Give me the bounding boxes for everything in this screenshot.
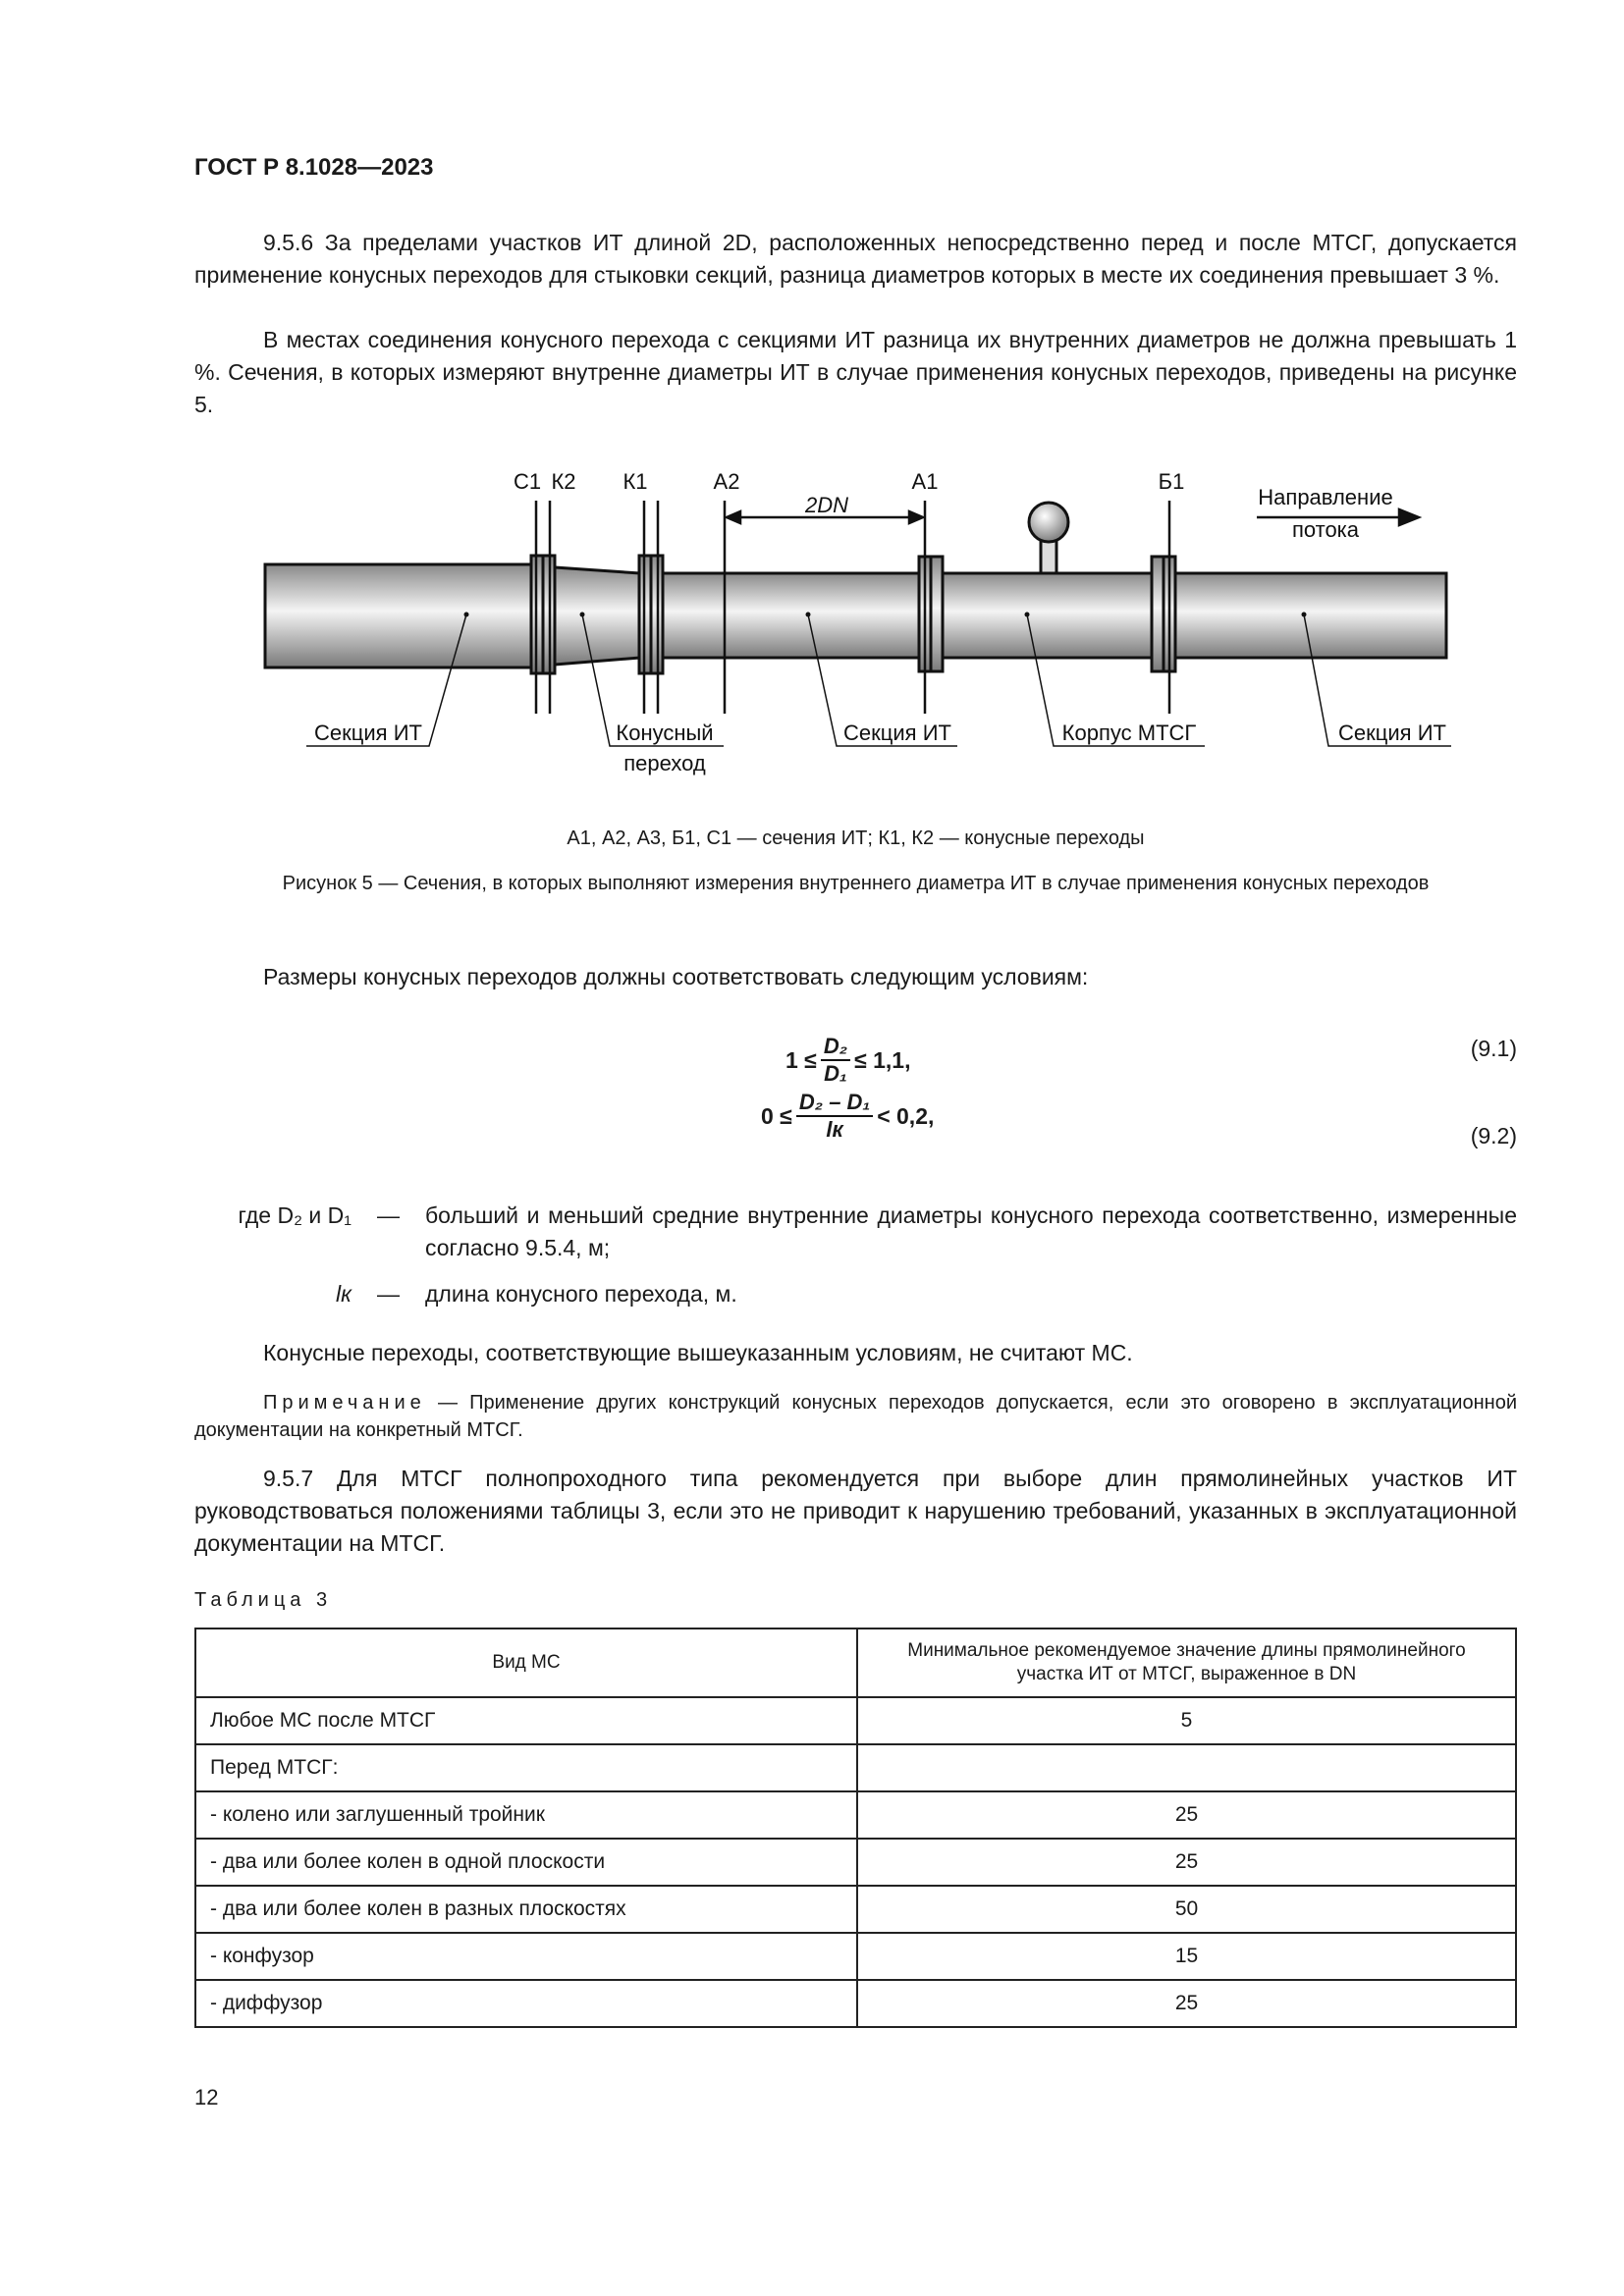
figure-5-pipe-diagram (0, 0, 1624, 883)
formula-number: (9.1) (1470, 1036, 1517, 1061)
paragraph-9-5-6: 9.5.6 За пределами участков ИТ длиной 2D, расположенных непосредственно перед и после МТСГ, допускается применение конусных переходов для стыковки секций, разница диаметров которых в месте их соединения превышает 3 %. (194, 230, 1517, 288)
label-flow-direction-2: потока (1291, 517, 1360, 542)
callout-meter-body: Корпус МТСГ (1061, 721, 1197, 745)
paragraph-9-5-7: 9.5.7 Для МТСГ полнопроходного типа рекомендуется при выборе длин прямолинейных участков ИТ руководствоваться положениями таблицы 3, если это не приводит к нарушению требований, указанных в эксплуатационной документации на МТСГ. (194, 1466, 1517, 1556)
formula-9-2: 0 ≤ D₂ – D₁ lк < 0,2, (9.2) (761, 1090, 1517, 1148)
callout-cone-2: переход (623, 751, 706, 775)
label-c1: С1 (513, 469, 542, 494)
cone-transition (555, 567, 640, 665)
note-label: Примечание (263, 1392, 426, 1414)
page-number: 12 (194, 2085, 219, 2109)
gauge-stem (1041, 540, 1056, 573)
label-k1: К1 (623, 469, 648, 494)
table-title: Таблица 3 (194, 1589, 333, 1611)
callout-section-left: Секция ИТ (314, 721, 422, 745)
note-text: — Применение других конструкций конусных переходов допускается, если это оговорено в эксплуатационной документации на конкретный МТСГ. (194, 1392, 1517, 1441)
table-row: - два или более колен в одной плоскости 25 (195, 1839, 1516, 1886)
formula-9-1: 1 ≤ $\frac{\text{D₂}}{\text{D₁}}$ ≤ 1,1, (9.1) (785, 1034, 1517, 1086)
label-a1: А1 (911, 469, 939, 494)
callout-section-right: Секция ИТ (1338, 721, 1446, 745)
label-a2: А2 (713, 469, 740, 494)
table-header-row (195, 1629, 1516, 1697)
label-2dn: 2DN (804, 493, 849, 517)
paragraph-ms: Конусные переходы, соответствующие вышеуказанным условиям, не считают МС. (263, 1340, 1133, 1365)
label-k2: К2 (551, 469, 576, 494)
header-cell: Вид МС (195, 1629, 857, 1697)
callout-cone: Конусный (616, 721, 714, 745)
label-flow-direction: Направление (1258, 485, 1393, 509)
table-row: - два или более колен в разных плоскостях 50 (195, 1886, 1516, 1933)
label-b1: Б1 (1158, 469, 1185, 494)
where-item: где D₂ и D₁ — больший и меньший средние внутренние диаметры конусного перехода соответственно, измеренные согласно 9.5.4, м; (238, 1202, 1517, 1260)
gauge-ball-icon (1029, 503, 1068, 542)
figure-caption: Рисунок 5 — Сечения, в которых выполняют измерения внутреннего диаметра ИТ в случае применения конусных переходов (282, 873, 1430, 894)
document-header: ГОСТ Р 8.1028—2023 (194, 154, 434, 181)
paragraph-sizes: Размеры конусных переходов должны соответствовать следующим условиям: (263, 964, 1089, 989)
figure-legend: А1, А2, А3, Б1, С1 — сечения ИТ; К1, К2 — конусные переходы (567, 828, 1145, 849)
pipe-section-main (658, 573, 1446, 658)
table-row: - колено или заглушенный тройник 25 (195, 1791, 1516, 1839)
paragraph-9-5-6-b: В местах соединения конусного перехода с секциями ИТ разница их внутренних диаметров не должна превышать 1 %. Сечения, в которых измеряют внутренне диаметры ИТ в случае применения конусных переходов, приведены на рисунке 5. (194, 327, 1517, 417)
header-cell: Минимальное рекомендуемое значение длины прямолинейного участка ИТ от МТСГ, выраженное в DN (857, 1629, 1516, 1697)
table-3 (194, 1628, 1517, 2028)
table-row: Перед МТСГ: (195, 1744, 1516, 1791)
callout-section-middle: Секция ИТ (843, 721, 951, 745)
table-row: - диффузор 25 (195, 1980, 1516, 2027)
table-row: - конфузор 15 (195, 1933, 1516, 1980)
formula-number: (9.2) (1470, 1123, 1517, 1148)
note (194, 1389, 1517, 1444)
table-row: Любое МС после МТСГ 5 (195, 1697, 1516, 1744)
where-item: lк — длина конусного перехода, м. (336, 1281, 737, 1307)
where-list (194, 1200, 1517, 1310)
pipe-section-left (265, 564, 540, 667)
